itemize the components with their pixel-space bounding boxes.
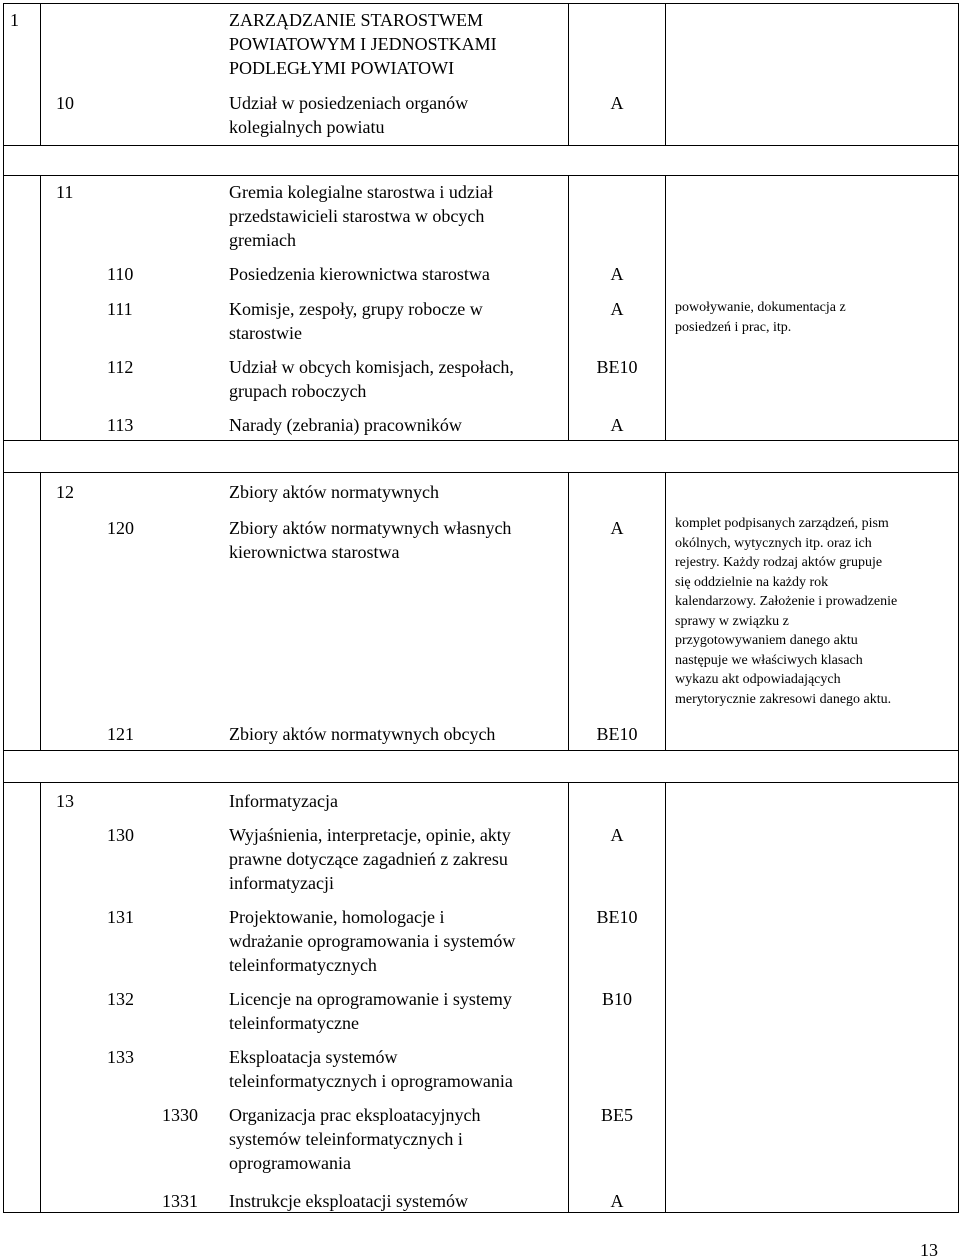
row-symbol: 1 [10, 10, 19, 30]
row-note-line: merytorycznie zakresowi danego aktu. [675, 691, 892, 707]
category-mark: BE10 [596, 724, 638, 744]
row-symbol: 130 [107, 825, 134, 845]
table-right-border [958, 3, 959, 1213]
row-title-line: Udział w posiedzeniach organów [229, 93, 469, 113]
column-divider [40, 782, 41, 1212]
section-divider [3, 440, 959, 441]
category-mark: BE5 [600, 1105, 633, 1125]
row-note-line: posiedzeń i prac, itp. [675, 319, 792, 335]
row-title-line: starostwie [229, 323, 302, 343]
category-mark: A [610, 518, 624, 538]
column-divider [568, 3, 569, 145]
category-mark: A [610, 415, 624, 435]
category-mark: BE10 [596, 357, 638, 377]
column-divider [40, 175, 41, 440]
row-symbol: 121 [107, 724, 134, 744]
row-title-line: wdrażanie oprogramowania i systemów [229, 931, 516, 951]
row-symbol: 10 [56, 93, 74, 113]
row-symbol: 113 [107, 415, 134, 435]
row-note-line: komplet podpisanych zarządzeń, pism [675, 516, 889, 531]
row-title-line: Zbiory aktów normatywnych [229, 482, 439, 502]
row-title-line: informatyzacji [229, 873, 334, 893]
row-note-line: sprawy w związku z [675, 613, 789, 629]
category-mark: A [610, 825, 624, 845]
category-mark: A [610, 1191, 624, 1211]
row-title-line: kolegialnych powiatu [229, 117, 385, 137]
row-title-line: POWIATOWYM I JEDNOSTKAMI [229, 34, 497, 54]
column-divider [40, 3, 41, 145]
row-title-line: systemów teleinformatycznych i [229, 1129, 463, 1149]
row-symbol: 120 [107, 518, 134, 538]
row-title-line: Narady (zebrania) pracowników [229, 415, 462, 435]
row-title-line: gremiach [229, 230, 296, 250]
row-symbol: 110 [107, 264, 134, 284]
row-title-line: teleinformatyczne [229, 1013, 359, 1033]
row-symbol: 131 [107, 907, 134, 927]
row-note-line: się oddzielnie na każdy rok [675, 574, 829, 590]
row-title-line: Projektowanie, homologacje i [229, 907, 445, 927]
row-title-line: Gremia kolegialne starostwa i udział [229, 182, 493, 202]
row-title-line: teleinformatycznych [229, 955, 377, 975]
row-note-line: kalendarzowy. Założenie i prowadzenie [675, 594, 898, 609]
row-title-line: Komisje, zespoły, grupy robocze w [229, 299, 483, 319]
row-note-line: okólnych, wytycznych itp. oraz ich [675, 535, 872, 551]
row-symbol: 1331 [162, 1191, 198, 1211]
column-divider [665, 472, 666, 750]
row-title-line: Instrukcje eksploatacji systemów [229, 1191, 468, 1211]
row-title-line: oprogramowania [229, 1153, 351, 1173]
row-title-line: Zbiory aktów normatywnych własnych [229, 518, 512, 538]
row-title-line: prawne dotyczące zagadnień z zakresu [229, 849, 508, 869]
section-divider [3, 750, 959, 751]
row-symbol: 132 [107, 989, 134, 1009]
category-mark: A [610, 299, 624, 319]
row-title-line: Eksploatacja systemów [229, 1047, 398, 1067]
row-title-line: Udział w obcych komisjach, zespołach, [229, 357, 514, 377]
section-divider [3, 175, 959, 176]
row-title-line: kierownictwa starostwa [229, 542, 400, 562]
table-left-border [3, 3, 4, 1213]
row-title-line: Zbiory aktów normatywnych obcych [229, 724, 496, 744]
row-title-line: teleinformatycznych i oprogramowania [229, 1071, 513, 1091]
row-title-line: PODLEGŁYMI POWIATOWI [229, 58, 455, 78]
row-symbol: 133 [107, 1047, 134, 1067]
column-divider [40, 472, 41, 750]
category-mark: A [610, 264, 624, 284]
row-note-line: wykazu akt odpowiadających [675, 672, 841, 687]
row-symbol: 1330 [162, 1105, 198, 1125]
row-title-line: Organizacja prac eksploatacyjnych [229, 1105, 481, 1125]
table-top-border [3, 3, 959, 4]
row-note-line: następuje we właściwych klasach [675, 652, 863, 668]
category-mark: BE10 [596, 907, 638, 927]
row-symbol: 112 [107, 357, 134, 377]
section-divider [3, 472, 959, 473]
row-title-line: grupach roboczych [229, 381, 367, 401]
section-divider [3, 145, 959, 146]
row-symbol: 11 [56, 182, 74, 202]
table-bottom-border [3, 1212, 959, 1213]
row-title-line: Posiedzenia kierownictwa starostwa [229, 264, 490, 284]
row-symbol: 111 [107, 299, 133, 319]
column-divider [568, 472, 569, 750]
row-title-line: przedstawicieli starostwa w obcych [229, 206, 485, 226]
row-title-line: ZARZĄDZANIE STAROSTWEM [229, 10, 484, 30]
row-symbol: 13 [56, 791, 74, 811]
row-note-line: przygotowywaniem danego aktu [675, 633, 858, 648]
section-divider [3, 782, 959, 783]
column-divider [665, 3, 666, 145]
row-symbol: 12 [56, 482, 74, 502]
page-number: 13 [920, 1240, 938, 1260]
row-note-line: powoływanie, dokumentacja z [675, 300, 846, 315]
category-mark: A [610, 93, 624, 113]
row-note-line: rejestry. Każdy rodzaj aktów grupuje [675, 555, 883, 570]
row-title-line: Informatyzacja [229, 791, 338, 811]
row-title-line: Wyjaśnienia, interpretacje, opinie, akty [229, 825, 511, 845]
category-mark: B10 [601, 989, 632, 1009]
row-title-line: Licencje na oprogramowanie i systemy [229, 989, 512, 1009]
